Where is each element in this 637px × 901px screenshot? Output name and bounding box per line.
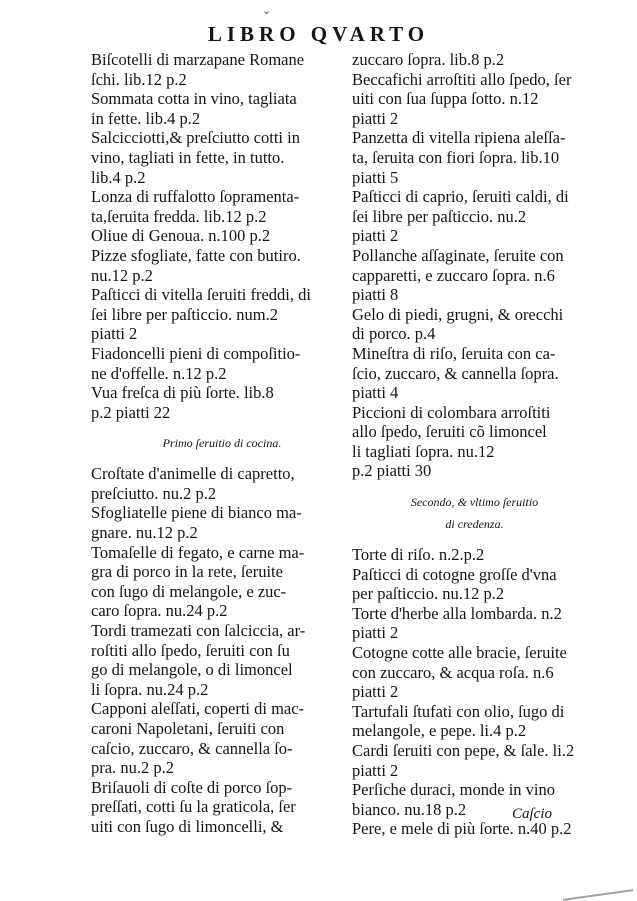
right-text-line: piatti 8 bbox=[352, 285, 399, 305]
right-text-line: Pere, e mele di più ſorte. n.40 p.2 bbox=[352, 819, 572, 839]
left-text-line: Oliue di Genoua. n.100 p.2 bbox=[91, 226, 271, 246]
right-text-line: p.2 piatti 30 bbox=[352, 461, 432, 481]
right-text-line: melangole, e pepe. li.4 p.2 bbox=[352, 721, 527, 741]
left-text-line: Fiadoncelli pieni di compoſitio- bbox=[91, 343, 301, 363]
left-text-line: Sfogliatelle piene di bianco ma- bbox=[91, 503, 302, 523]
left-text-line: Briſauoli di coſte di porco ſop- bbox=[91, 777, 293, 797]
right-text-line: Cotogne cotte alle bracie, ſeruite bbox=[352, 643, 567, 663]
left-section-heading: Primo ſeruitio di cocina. bbox=[162, 436, 282, 451]
catchword: Caſcio bbox=[512, 806, 552, 822]
left-text-line: li ſopra. nu.24 p.2 bbox=[91, 679, 209, 699]
right-text-line: piatti 2 bbox=[352, 682, 399, 702]
right-text-line: piatti 2 bbox=[352, 760, 399, 780]
left-text-line: ſei libre per paſticcio. num.2 bbox=[91, 304, 278, 324]
left-text-line: in fette. lib.4 p.2 bbox=[91, 108, 201, 128]
right-text-line: Torte d'herbe alla lombarda. n.2 bbox=[352, 603, 562, 623]
right-text-line: Perſiche duraci, monde in vino bbox=[352, 780, 555, 800]
right-text-line: Paſticci di caprio, ſeruiti caldi, di bbox=[352, 187, 569, 207]
left-text-line: gnare. nu.12 p.2 bbox=[91, 523, 198, 543]
left-text-line: Tordi tramezati con ſalciccia, ar- bbox=[91, 621, 306, 641]
right-section-heading: Secondo, & vltimo ſeruitio bbox=[410, 495, 539, 510]
right-text-line: per paſticcio. nu.12 p.2 bbox=[352, 584, 505, 604]
left-text-line: pra. nu.2 p.2 bbox=[91, 758, 174, 778]
left-text-line: ſchi. lib.12 p.2 bbox=[91, 69, 187, 89]
page-mark: ⌄ bbox=[262, 5, 272, 17]
left-text-line: Sommata cotta in vino, tagliata bbox=[91, 89, 297, 109]
left-text-line: Lonza di ruffalotto ſopramenta- bbox=[91, 187, 300, 207]
left-text-line: con ſugo di melangole, e zuc- bbox=[91, 581, 287, 601]
right-text-line: Cardi ſeruiti con pepe, & ſale. li.2 bbox=[352, 741, 575, 760]
right-text-line: li tagliati ſopra. nu.12 bbox=[352, 441, 495, 461]
left-text-line: Pizze sfogliate, fatte con butiro. bbox=[91, 245, 301, 265]
right-text-line: allo ſpedo, ſeruiti cõ limoncel bbox=[352, 422, 547, 442]
right-spacer bbox=[352, 481, 597, 491]
right-text-line: Mineſtra di riſo, ſeruita con ca- bbox=[352, 343, 556, 363]
right-text-line: con zuccaro, & acqua roſa. n.6 bbox=[352, 662, 554, 682]
left-text-line: caſcio, zuccaro, & cannella ſo- bbox=[91, 738, 293, 758]
left-spacer bbox=[91, 422, 353, 432]
left-text-line: preſſati, cotti ſu la graticola, ſer bbox=[91, 797, 296, 817]
left-text-line: Paſticci di vitella ſeruiti freddi, di bbox=[91, 285, 311, 305]
left-text-line: Capponi aleſſati, coperti di mac- bbox=[91, 699, 305, 719]
right-text-line: Torte di riſo. n.2.p.2 bbox=[352, 545, 485, 565]
left-text-line: lib.4 p.2 bbox=[91, 167, 146, 187]
page-edge-mark bbox=[563, 867, 633, 901]
right-text-line: piatti 4 bbox=[352, 383, 399, 403]
left-text-line: vino, tagliati in fette, in tutto. bbox=[91, 147, 285, 167]
right-text-line: ſcio, zuccaro, & cannella ſopra. bbox=[352, 363, 559, 383]
right-text-line: uiti con ſua ſuppa ſotto. n.12 bbox=[352, 89, 539, 109]
left-text-line: piatti 2 bbox=[91, 324, 138, 344]
right-text-line: ta, ſeruita con fiori ſopra. lib.10 bbox=[352, 147, 560, 167]
right-text-line: Piccioni di colombara arroſtiti bbox=[352, 402, 551, 422]
left-text-line: p.2 piatti 22 bbox=[91, 402, 171, 422]
right-text-line: Panzetta di vitella ripiena aleſſa- bbox=[352, 128, 566, 148]
right-text-line: piatti 2 bbox=[352, 108, 399, 128]
right-text-line: piatti 2 bbox=[352, 226, 399, 246]
left-text-line: Salcicciotti,& preſciutto cotti in bbox=[91, 128, 300, 148]
right-text-line: Beccafichi arroſtiti allo ſpedo, ſer bbox=[352, 69, 572, 89]
left-text-line: roſtiti allo ſpedo, ſeruiti con ſu bbox=[91, 640, 290, 660]
left-text-line: caro ſopra. nu.24 p.2 bbox=[91, 601, 228, 621]
right-text-line: Gelo di piedi, grugni, & orecchi bbox=[352, 304, 564, 324]
left-text-line: preſciutto. nu.2 p.2 bbox=[91, 483, 217, 503]
right-column bbox=[352, 50, 597, 839]
left-column bbox=[91, 50, 353, 837]
left-text-line: Vua freſca di più ſorte. lib.8 bbox=[91, 383, 274, 403]
right-text-line: piatti 5 bbox=[352, 167, 399, 187]
right-section-heading: di credenza. bbox=[445, 517, 504, 532]
running-title: LIBRO QVARTO bbox=[207, 22, 430, 46]
right-text-line: ſei libre per paſticcio. nu.2 bbox=[352, 206, 527, 226]
left-text-line: go di melangole, o di limoncel bbox=[91, 660, 293, 680]
left-text-line: Tomaſelle di fegato, e carne ma- bbox=[91, 542, 305, 562]
left-text-line: ne d'offelle. n.12 p.2 bbox=[91, 363, 227, 383]
left-text-line: ta,ſeruita fredda. lib.12 p.2 bbox=[91, 206, 267, 226]
right-text-line: bianco. nu.18 p.2 bbox=[352, 799, 467, 819]
left-spacer bbox=[91, 454, 353, 464]
right-text-line: Paſticci di cotogne groſſe d'vna bbox=[352, 564, 557, 584]
left-text-line: caroni Napoletani, ſeruiti con bbox=[91, 719, 285, 738]
right-spacer bbox=[352, 535, 597, 545]
right-text-line: capparetti, e zuccaro ſopra. n.6 bbox=[352, 265, 555, 285]
left-text-line: gra di porco in la rete, ſeruite bbox=[91, 562, 283, 582]
left-text-line: uiti con ſugo di limoncelli, & bbox=[91, 816, 284, 836]
right-text-line: piatti 2 bbox=[352, 623, 399, 643]
right-text-line: zuccaro ſopra. lib.8 p.2 bbox=[352, 50, 505, 69]
left-text-line: Croſtate d'animelle di capretto, bbox=[91, 464, 295, 484]
left-text-line: Biſcotelli di marzapane Romane bbox=[91, 50, 305, 69]
right-text-line: Tartufali ſtufati con olio, ſugo di bbox=[352, 701, 565, 721]
right-text-line: di porco. p.4 bbox=[352, 324, 436, 344]
left-text-line: nu.12 p.2 bbox=[91, 265, 153, 285]
right-text-line: Pollanche aſſaginate, ſeruite con bbox=[352, 245, 564, 265]
